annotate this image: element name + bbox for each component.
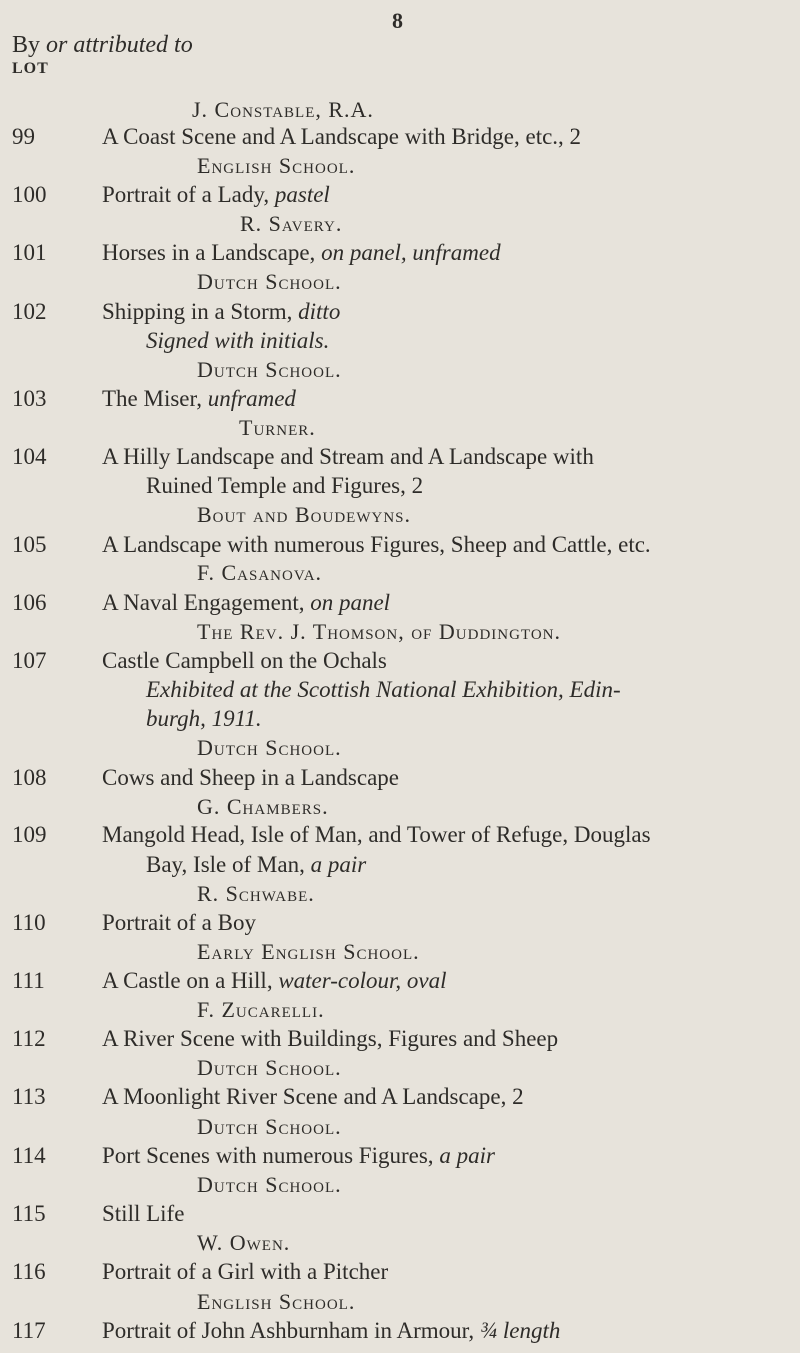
entry-text: A Hilly Landscape and Stream and A Landscape with	[102, 444, 594, 470]
entry-text: Ruined Temple and Figures, 2	[146, 472, 424, 498]
lot-number: 101	[12, 239, 47, 265]
lot-note	[146, 328, 329, 354]
lot-note	[146, 706, 262, 732]
lot-description	[102, 1143, 495, 1169]
entry-text: Dutch School.	[197, 1113, 342, 1139]
lot-description	[102, 444, 594, 470]
entry-italic-text: ditto	[298, 299, 341, 325]
artist-attribution	[197, 1230, 290, 1256]
lot-column-label: LOT	[12, 60, 49, 77]
entry-text: R. Savery.	[240, 211, 343, 237]
entry-text: R. Schwabe.	[197, 881, 315, 907]
lot-description	[102, 910, 256, 936]
artist-attribution	[197, 502, 411, 528]
entry-text: W. Owen.	[197, 1230, 291, 1256]
entry-text: The Miser,	[102, 386, 202, 412]
lot-number: 113	[12, 1084, 46, 1110]
entry-text: Dutch School.	[197, 1055, 342, 1081]
lot-number: 116	[12, 1259, 46, 1285]
lot-description	[102, 240, 501, 266]
lot-description	[102, 386, 296, 412]
entry-text: Port Scenes with numerous Figures,	[102, 1143, 434, 1169]
artist-attribution	[197, 997, 325, 1023]
entry-text: G. Chambers.	[197, 794, 329, 820]
entry-text: Mangold Head, Isle of Man, and Tower of Refuge, Douglas	[102, 822, 651, 848]
entry-text: English School.	[197, 1288, 356, 1314]
lot-number: 112	[12, 1025, 46, 1051]
lot-number: 117	[12, 1318, 46, 1343]
lot-number: 102	[12, 299, 47, 325]
entry-italic-text: a pair	[310, 851, 367, 877]
entry-text: A Naval Engagement,	[102, 589, 305, 615]
page-number: 8	[392, 8, 403, 33]
artist-attribution	[197, 269, 342, 295]
lot-description	[102, 1026, 558, 1052]
lot-number: 106	[12, 589, 47, 615]
entry-text: Dutch School.	[197, 269, 342, 295]
lot-number: 115	[12, 1200, 46, 1226]
entry-text: Turner.	[239, 414, 316, 440]
lot-number: 105	[12, 532, 47, 558]
lot-number: 103	[12, 386, 47, 412]
entry-text: Early English School.	[197, 938, 420, 964]
entry-text: J. Constable, R.A.	[192, 97, 374, 122]
lot-description	[102, 1259, 388, 1285]
entry-text: English School.	[197, 152, 356, 178]
entry-text: F. Zucarelli.	[197, 997, 325, 1023]
entry-text: The Rev. J. Thomson, of Duddington.	[197, 619, 561, 645]
entry-text: F. Casanova.	[197, 560, 323, 586]
lot-number: 107	[12, 647, 47, 673]
lot-number: 110	[12, 910, 46, 936]
lot-description	[102, 590, 390, 616]
entry-text: A Coast Scene and A Landscape with Bridge, etc., 2	[102, 124, 582, 150]
lot-description	[102, 648, 387, 674]
catalogue-header	[12, 32, 193, 59]
entry-text: Bout and Boudewyns.	[197, 501, 411, 527]
lot-number: 114	[12, 1143, 46, 1169]
entry-text: Shipping in a Storm,	[102, 299, 293, 325]
entry-italic-text: Signed with initials.	[146, 327, 330, 353]
artist-attribution	[197, 1114, 342, 1140]
header-or: or	[46, 32, 68, 58]
lot-number: 100	[12, 182, 47, 208]
lot-number: 108	[12, 764, 47, 790]
entry-text: Portrait of a Lady,	[102, 182, 270, 208]
entry-text: Bay, Isle of Man,	[146, 851, 305, 877]
entry-italic-text: pastel	[274, 182, 330, 208]
lot-number: 104	[12, 444, 47, 470]
lot-note	[146, 677, 621, 703]
lot-description	[146, 852, 366, 878]
lot-description	[102, 532, 651, 558]
artist-attribution	[197, 1172, 342, 1198]
lot-number: 109	[12, 822, 47, 848]
artist-attribution	[240, 211, 342, 237]
lot-description	[102, 182, 330, 208]
lot-description	[102, 1318, 560, 1344]
header-by: By	[12, 32, 41, 58]
artist-attribution	[197, 794, 329, 820]
lot-description	[102, 822, 651, 848]
lot-description	[102, 968, 447, 994]
lot-description	[102, 299, 340, 325]
artist-attribution	[197, 357, 342, 383]
artist-attribution	[197, 1055, 342, 1081]
lot-description	[102, 124, 581, 150]
artist-attribution	[197, 735, 342, 761]
entry-text: A Castle on a Hill,	[102, 968, 273, 994]
entry-text: A Moonlight River Scene and A Landscape, 2	[102, 1084, 524, 1110]
entry-italic-text: burgh, 1911.	[146, 706, 262, 732]
lot-description	[146, 473, 423, 499]
entry-italic-text: water-colour, oval	[278, 968, 447, 994]
lot-description	[102, 765, 399, 791]
artist-attribution	[197, 153, 355, 179]
entry-italic-text: Exhibited at the Scottish National Exhibition, Edin-	[146, 676, 621, 702]
entry-text: Portrait of John Ashburnham in Armour,	[102, 1318, 475, 1343]
lot-number: 111	[12, 968, 45, 994]
entry-text: Still Life	[102, 1200, 185, 1226]
lot-description	[102, 1201, 184, 1227]
entry-text: Horses in a Landscape,	[102, 239, 316, 265]
lot-description	[102, 1084, 524, 1110]
entry-italic-text: on panel, unframed	[321, 239, 501, 265]
entry-text: Cows and Sheep in a Landscape	[102, 764, 400, 790]
entry-text: Dutch School.	[197, 1172, 342, 1198]
entry-italic-text: unframed	[207, 386, 296, 412]
artist-attribution	[197, 619, 561, 645]
entry-text: Dutch School.	[197, 735, 342, 761]
artist-attribution	[197, 1289, 355, 1315]
artist-attribution	[239, 415, 316, 441]
entry-text: Portrait of a Girl with a Pitcher	[102, 1259, 389, 1285]
entry-text: Dutch School.	[197, 357, 342, 383]
entry-italic-text: ¾ length	[479, 1318, 561, 1343]
entry-italic-text: on panel	[310, 589, 391, 615]
lot-number: 99	[12, 124, 35, 150]
artist-attribution	[197, 939, 420, 965]
entry-text: Portrait of a Boy	[102, 910, 256, 936]
entry-text: A River Scene with Buildings, Figures and Sheep	[102, 1025, 559, 1051]
artist-attribution	[197, 560, 322, 586]
header-attributed: attributed to	[73, 32, 193, 58]
artist-attribution	[192, 97, 374, 123]
artist-attribution	[197, 881, 315, 907]
entry-text: Castle Campbell on the Ochals	[102, 647, 387, 673]
entry-text: A Landscape with numerous Figures, Sheep and Cattle, etc.	[102, 532, 651, 558]
entry-italic-text: a pair	[439, 1143, 495, 1169]
